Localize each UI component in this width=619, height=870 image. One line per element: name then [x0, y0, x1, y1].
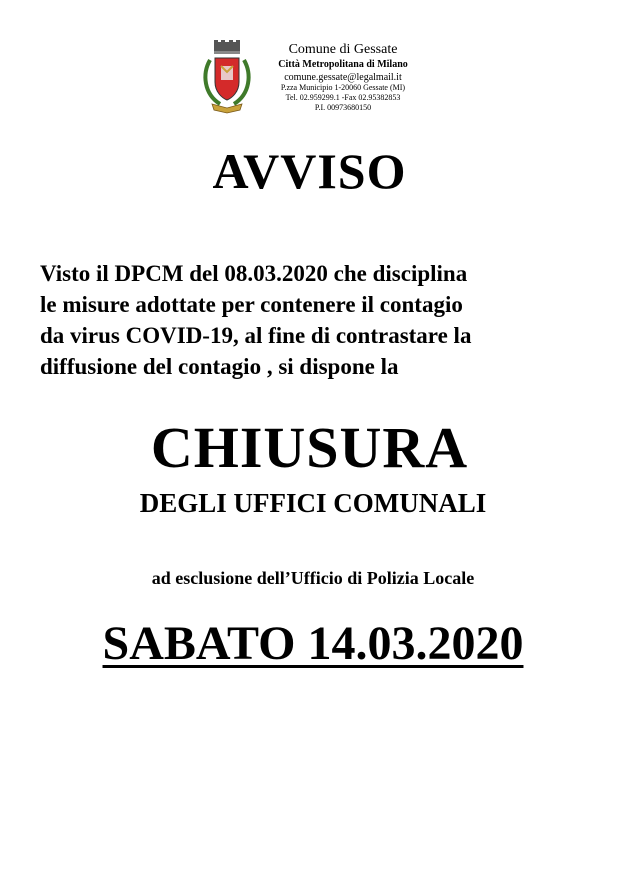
- closure-date: SABATO 14.03.2020: [102, 617, 524, 670]
- notice-body: [40, 258, 588, 382]
- municipality-email: comune.gessate@legalmail.it: [284, 71, 402, 83]
- notice-title: AVVISO: [212, 143, 407, 199]
- letterhead: [200, 38, 440, 130]
- municipality-phone-fax: Tel. 02.959299.1 -Fax 02.95382853: [285, 93, 401, 103]
- closure-heading: CHIUSURA: [150, 415, 469, 480]
- notice-body-line: le misure adottate per contenere il contagio: [40, 292, 463, 317]
- metro-city-name: Città Metropolitana di Milano: [278, 59, 408, 71]
- closure-date-wrapper: [0, 616, 619, 671]
- municipality-name: Comune di Gessate: [288, 42, 398, 57]
- municipal-crest-icon: [200, 38, 254, 116]
- letterhead-text: [258, 42, 428, 113]
- notice-body-line: da virus COVID-19, al fine di contrastare la: [40, 323, 472, 348]
- municipality-address: P.zza Municipio 1-20060 Gessate (MI): [280, 83, 406, 93]
- exclusion-note: ad esclusione dell’Ufficio di Polizia Locale: [151, 568, 475, 588]
- offices-subheading: DEGLI UFFICI COMUNALI: [139, 488, 487, 518]
- notice-body-line: Visto il DPCM del 08.03.2020 che disciplina: [40, 261, 468, 286]
- municipality-vat: P.I. 00973680150: [314, 103, 372, 113]
- notice-body-line: diffusione del contagio , si dispone la: [40, 354, 399, 379]
